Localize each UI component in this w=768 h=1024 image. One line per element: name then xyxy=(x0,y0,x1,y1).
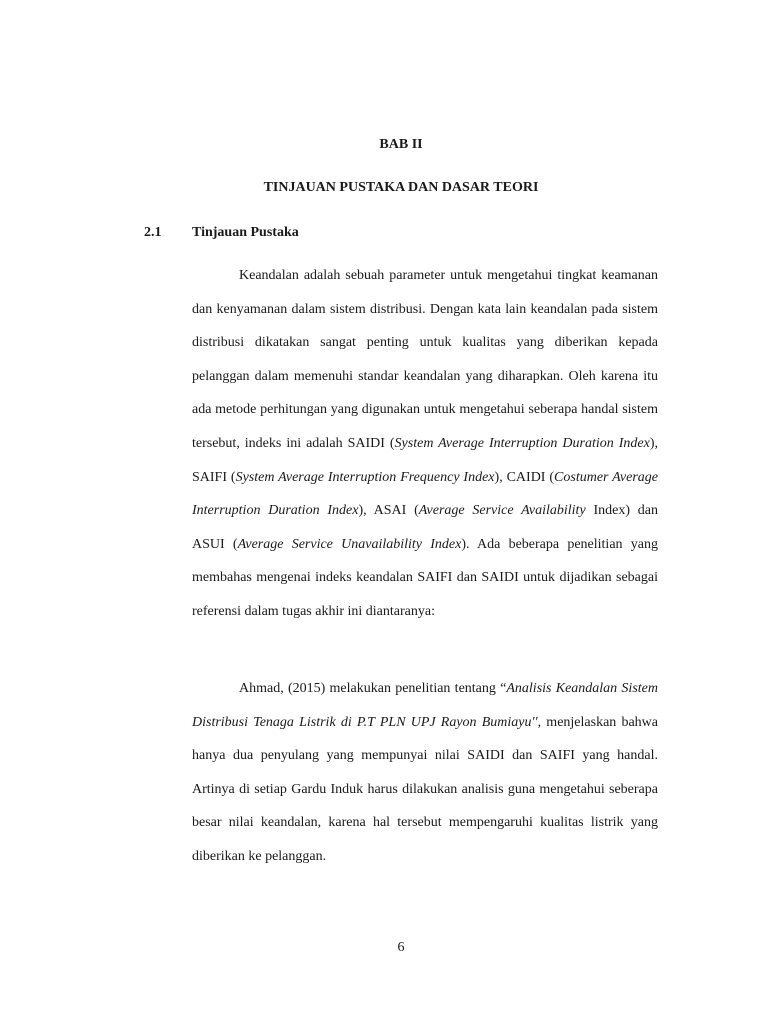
p1-italic-saifi: System Average Interruption Frequency Index xyxy=(235,469,495,485)
p2-text-2: , menjelaskan bahwa hanya dua penyulang yang mempunyai nilai SAIDI dan SAIFI yang handal. Artinya di setiap Gardu Induk harus dilakukan analisis guna mengetahui seberapa besar nilai keandalan, karena hal tersebut mempengaruhi kualitas listrik yang diberikan ke pelanggan. xyxy=(192,714,658,864)
section-number: 2.1 xyxy=(144,225,162,240)
p1-text-5: Index) dan ASUI ( xyxy=(192,503,658,552)
p2-italic-citation-title: Analisis Keandalan Sistem Distribusi Tenaga Listrik di P.T PLN UPJ Rayon Bumiayu′′ xyxy=(192,681,658,730)
p1-text-3: ), CAIDI ( xyxy=(494,469,555,485)
p2-text-1: Ahmad, (2015) melakukan penelitian tentang “ xyxy=(239,681,507,696)
p1-italic-saidi: System Average Interruption Duration Index xyxy=(394,435,650,451)
p1-text-2: ), SAIFI ( xyxy=(192,435,658,485)
chapter-title: TINJAUAN PUSTAKA DAN DASAR TEORI xyxy=(263,180,539,195)
p1-italic-asui: Average Service Unavailability Index xyxy=(237,536,462,552)
p1-text-1: Keandalan adalah sebuah parameter untuk mengetahui tingkat keamanan dan kenyamanan dalam sistem distribusi. Dengan kata lain keandalan pada sistem distribusi dikatakan sangat penting untuk kualitas yang diberikan kepada pelanggan dalam memenuhi standar keandalan yang diharapkan. Oleh karena itu ada metode perhitungan yang digunakan untuk mengetahui seberapa handal sistem tersebut, indeks ini adalah SAIDI ( xyxy=(192,268,658,451)
p1-italic-caidi: Costumer Average Interruption Duration Index xyxy=(192,469,658,519)
p1-text-4: ), ASAI ( xyxy=(358,503,419,519)
chapter-heading: BAB II xyxy=(379,137,423,152)
p1-italic-asai: Average Service Availability xyxy=(418,503,586,519)
section-label: Tinjauan Pustaka xyxy=(192,225,299,240)
p1-text-6: ). Ada beberapa penelitian yang membahas mengenai indeks keandalan SAIFI dan SAIDI untuk dijadikan sebagai referensi dalam tugas akhir ini diantaranya: xyxy=(192,536,658,619)
paragraph-2 xyxy=(192,672,658,874)
page-number: 6 xyxy=(397,940,405,955)
section-heading xyxy=(144,225,299,241)
paragraph-1 xyxy=(192,259,658,629)
